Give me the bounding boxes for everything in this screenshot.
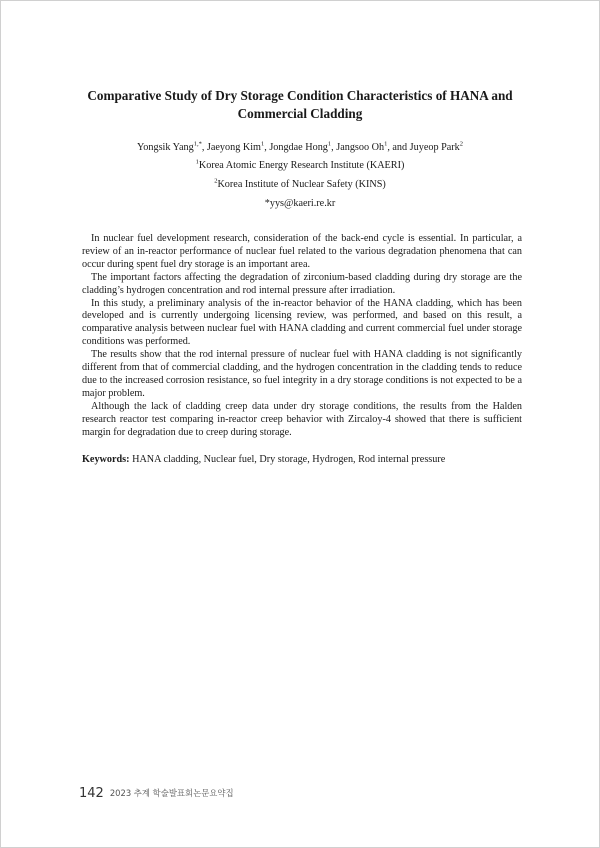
author: Juyeop Park$^2$ [409,140,464,153]
keywords-label: Keywords: [82,454,130,465]
page-number: 142 [79,786,104,801]
keywords-line [82,453,522,466]
author: Yongsik Yang$^{1,*}$, [136,140,207,153]
abstract-paragraph: The results show that the rod internal pressure of nuclear fuel with HANA cladding is not significantly different from that of commercial cladding, and the hydrogen concentration in the cladding tends to reduce due to the increased corrosion resistance, so fuel integrity in a dry storage conditions is not expected to be a major problem. [82,349,522,399]
affiliation-1: $^1$Korea Atomic Energy Research Institute (KAERI) [195,158,405,171]
abstract-body [82,233,522,440]
author-list [41,141,559,154]
author: Jangsoo Oh$^1$, and [336,140,410,153]
paper-title: Comparative Study of Dry Storage Condition Characteristics of HANA and Commercial Cladding [87,88,513,121]
abstract-paragraph: In this study, a preliminary analysis of the in-reactor behavior of the HANA cladding, which has been developed and is currently undergoing licensing review, was performed, and based on this result, a comparative analysis between nuclear fuel with HANA cladding and current commercial fuel under storage conditions was performed. [82,297,522,348]
author: Jaeyong Kim$^1$, [206,140,270,153]
page-footer [79,782,234,801]
affiliation-2: $^2$Korea Institute of Nuclear Safety (KINS) [214,177,386,190]
abstract-paragraph: In nuclear fuel development research, consideration of the back-end cycle is essential. In particular, a review of an in-reactor performance of nuclear fuel related to the various degradation phenomena that can occur during spent fuel dry storage is an important area. [82,233,522,270]
author: Jongdae Hong$^1$, [269,140,337,153]
proceedings-title: 2023 추계 학술발표회논문요약집 [109,788,234,798]
keywords-text: HANA cladding, Nuclear fuel, Dry storage, Hydrogen, Rod internal pressure [132,454,446,465]
corresponding-email: *yys@kaeri.re.kr [264,198,336,209]
abstract-paragraph: The important factors affecting the degradation of zirconium-based cladding during dry storage are the cladding’s hydrogen concentration and rod internal pressure after irradiation. [82,271,522,296]
abstract-paragraph: Although the lack of cladding creep data under dry storage conditions, the results from the Halden research reactor test comparing in-reactor creep behavior with Zircaloy-4 showed that there is sufficient margin for degradation due to creep during storage. [82,400,522,438]
